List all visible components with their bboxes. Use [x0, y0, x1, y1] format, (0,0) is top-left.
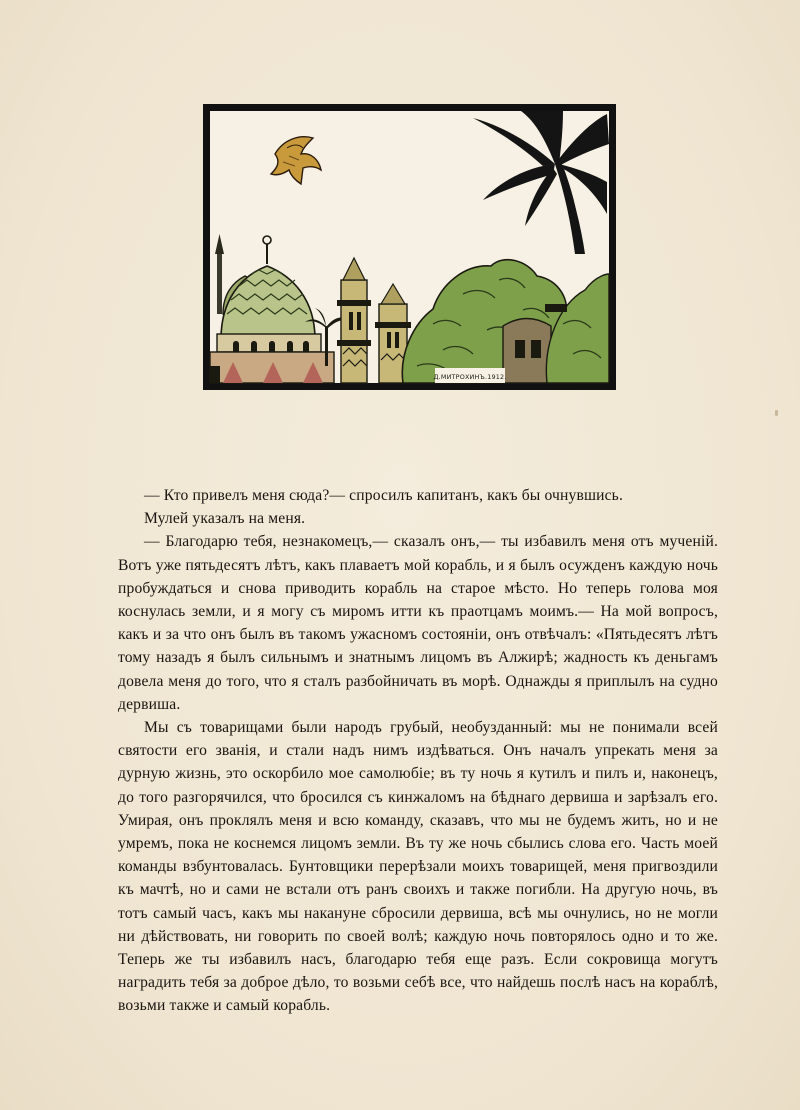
paragraph-2: Мулей указалъ на меня. — [144, 510, 306, 528]
woodcut-illustration — [203, 104, 616, 390]
paragraph-4: Мы съ товарищами были народъ грубый, необузданный: мы не понимали всей святости его званiя, и стали надъ нимъ издѣваться. Онъ началъ упрекать меня за дурную жизнь, это оскорбило мое самолюбiе; въ ту ночь я кутилъ и пилъ и, наконецъ, до того разгорячился, что бросился съ кинжаломъ на бѣднаго дервиша и зарѣзалъ его. Умирая, онъ проклялъ меня и всю команду, сказавъ, что мы не будемъ жить, но и не умремъ, пока не коснемся лицомъ земли. Въ ту же ночь сбылись слова его. Часть моей команды взбунтовалась. Бунтовщики перерѣзали моихъ товарищей, меня пригвоздили къ мачтѣ, но и сами не встали отъ ранъ своихъ и также погибли. На другую ночь, въ тотъ самый часъ, какъ мы накануне сбросили дервиша, всѣ мы очнулись, но не могли ни дѣйствовать, ни говорить по своей волѣ; каждую ночь повторялось одно и то же. Теперь же ты избавилъ насъ, благодарю тебя еще разъ. Если сокровища могутъ наградить тебя за доброе дѣло, то возьми себѣ все, что найдешь послѣ насъ на кораблѣ, возьми также и самый корабль. — [118, 719, 718, 1015]
mosque-base — [210, 352, 334, 383]
paragraph-3: — Благодарю тебя, незнакомецъ,— сказалъ онъ,— ты избавилъ меня отъ мученiй. Вотъ уже пятьдесятъ лѣтъ, какъ плаваетъ мой корабль, и я былъ осужденъ каждую ночь пробуждаться и снова приводить корабль на старое мѣсто. Но теперь голова моя коснулась земли, и я могу съ миромъ итти къ праотцамъ моимъ.— На мой вопросъ, какъ и за что онъ былъ въ такомъ ужасномъ состоянiи, онъ отвѣчалъ: «Пятьдесятъ лѣтъ тому назадъ я былъ сильнымъ и знатнымъ лицомъ въ Алжирѣ; жадность къ деньгамъ довела меня до того, что я сталъ разбойничать въ морѣ. Однажды я приплылъ на судно дервиша. — [118, 533, 718, 713]
body-text — [118, 484, 718, 1018]
page-edge-mark — [775, 410, 778, 416]
artist-signature: Д.МИТРОХИНЪ.1912. — [433, 373, 507, 381]
paragraph-1: — Кто привелъ меня сюда?— спросилъ капитанъ, какъ бы очнувшись. — [144, 487, 623, 504]
mosque-scene-svg — [203, 104, 616, 390]
